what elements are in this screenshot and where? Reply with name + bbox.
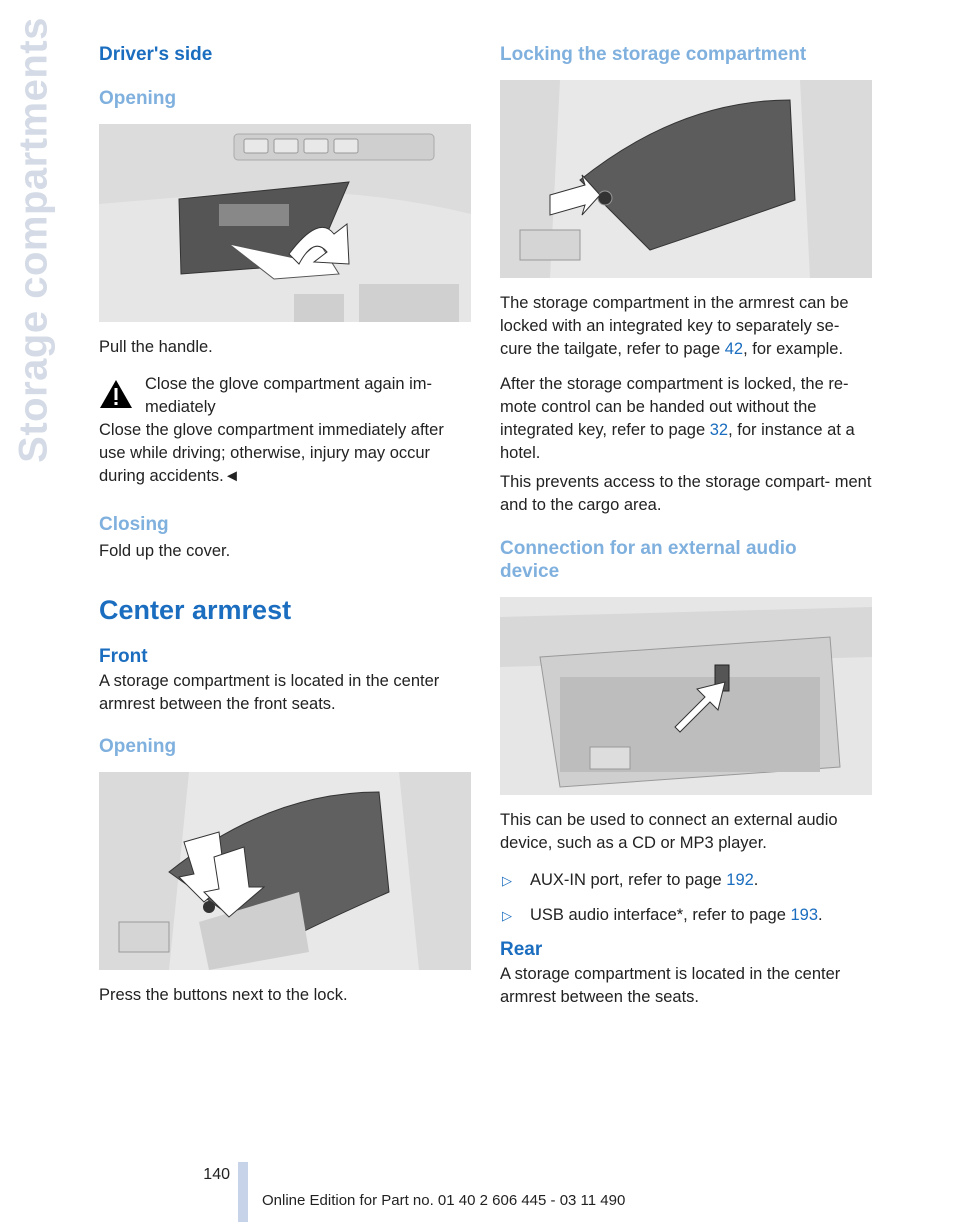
- right-column: [500, 44, 872, 1009]
- usb-audio-end: .: [818, 906, 823, 924]
- fold-cover-text: Fold up the cover.: [99, 542, 231, 560]
- heading-audio-connection: [500, 537, 872, 583]
- heading-closing: Closing: [99, 514, 169, 535]
- usb-audio-text: USB audio interface*, refer to page: [530, 906, 791, 924]
- page-link-193[interactable]: 193: [790, 906, 819, 924]
- warning-block: [99, 373, 471, 488]
- locking-p1-text-b: , for example.: [743, 340, 844, 358]
- press-buttons-text: Press the buttons next to the lock.: [99, 986, 348, 1004]
- locking-paragraph-1: [500, 292, 872, 361]
- page-link-192[interactable]: 192: [726, 871, 754, 889]
- bullet-triangle-icon: ▷: [502, 908, 512, 923]
- audio-connection-illustration: [500, 597, 872, 795]
- warning-body: Close the glove compartment immediately after use while driving; otherwise, injury may occur during accidents.◄: [99, 421, 444, 485]
- front-body-text: A storage compartment is located in the center armrest between the front seats.: [99, 672, 440, 713]
- heading-center-armrest: Center armrest: [99, 595, 292, 625]
- chapter-title-text: Storage compartments: [11, 17, 56, 463]
- aux-in-text: AUX-IN port, refer to page: [530, 871, 727, 889]
- warning-title-line-2: mediately: [145, 398, 216, 416]
- warning-title: [99, 373, 471, 419]
- left-column: [99, 44, 471, 1007]
- locking-p1-text-a: The storage compartment in the armrest can be locked with an integrated key to separately se- cure the tailgate, refer to page: [500, 294, 849, 358]
- heading-rear: Rear: [500, 939, 543, 960]
- list-item-aux-in: [500, 869, 872, 892]
- list-item-usb-audio: [500, 904, 872, 927]
- audio-title-line-1: Connection for an external audio: [500, 538, 797, 559]
- rear-body-text: A storage compartment is located in the center armrest between the seats.: [500, 965, 841, 1006]
- sidebar-chapter-title: [4, 0, 64, 480]
- bullet-triangle-icon: ▷: [502, 873, 512, 888]
- warning-triangle-icon: [99, 379, 133, 409]
- armrest-lock-illustration: [500, 80, 872, 278]
- page-link-32[interactable]: 32: [709, 421, 729, 439]
- locking-paragraph-3: This prevents access to the storage compart- ment and to the cargo area.: [500, 473, 872, 514]
- footer-accent-bar: [238, 1162, 248, 1222]
- aux-in-end: .: [753, 871, 759, 889]
- locking-p2-text-a: After the storage compartment is locked, the re- mote control can be handed out without the integrated key, refer to page: [500, 375, 849, 439]
- audio-options-list: [500, 869, 872, 927]
- armrest-opening-illustration: [99, 772, 471, 970]
- heading-front: Front: [99, 646, 148, 667]
- glove-compartment-illustration: [99, 124, 471, 322]
- footer-edition-text: Online Edition for Part no. 01 40 2 606 445 - 03 11 490: [262, 1192, 626, 1209]
- heading-locking: Locking the storage compartment: [500, 44, 807, 65]
- page-number: 140: [203, 1166, 230, 1183]
- locking-paragraph-2: [500, 373, 872, 465]
- audio-body-text: This can be used to connect an external audio device, such as a CD or MP3 player.: [500, 811, 838, 852]
- pull-handle-text: Pull the handle.: [99, 338, 213, 356]
- locking-p2-text-b: , for instance at a hotel.: [500, 421, 855, 462]
- heading-opening-glovebox: Opening: [99, 88, 177, 109]
- audio-title-line-2: device: [500, 561, 560, 582]
- warning-title-line-1: Close the glove compartment again im-: [145, 375, 433, 393]
- heading-opening-armrest: Opening: [99, 736, 177, 757]
- page-link-42[interactable]: 42: [724, 340, 744, 358]
- heading-drivers-side: Driver's side: [99, 44, 213, 65]
